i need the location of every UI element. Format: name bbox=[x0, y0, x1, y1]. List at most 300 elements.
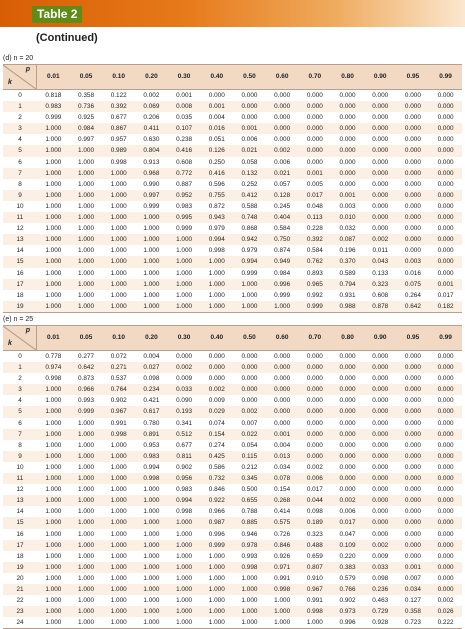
table-cell: 0.000 bbox=[339, 114, 356, 122]
table-cell: 0.983 bbox=[143, 452, 160, 460]
table-cell: 0.000 bbox=[274, 136, 291, 144]
table-cell: 0.000 bbox=[404, 202, 421, 210]
table-cell: 0.000 bbox=[306, 136, 323, 144]
table-cell: 0.323 bbox=[372, 280, 389, 288]
table-cell: 0.009 bbox=[176, 375, 193, 383]
table-cell: 1.000 bbox=[45, 608, 62, 616]
table-cell: 0.867 bbox=[110, 125, 127, 133]
table-cell: 0.000 bbox=[372, 364, 389, 372]
table-cell: 1.000 bbox=[45, 475, 62, 483]
table-cell: 1.000 bbox=[241, 302, 258, 310]
table-cell: 0.000 bbox=[306, 353, 323, 360]
table-cell: 1.000 bbox=[78, 508, 95, 516]
table-cell: 0.994 bbox=[241, 258, 258, 266]
table-cell: 0.764 bbox=[110, 386, 127, 394]
row-k-cell: 0 bbox=[18, 353, 22, 360]
table-cell: 0.000 bbox=[372, 508, 389, 516]
table-cell: 0.000 bbox=[274, 397, 291, 405]
table-cell: 0.000 bbox=[339, 136, 356, 144]
table-cell: 0.069 bbox=[143, 103, 160, 111]
table-row bbox=[3, 484, 462, 495]
table-cell: 0.846 bbox=[274, 541, 291, 549]
table-cell: 0.126 bbox=[208, 147, 225, 155]
table-cell: 0.677 bbox=[176, 441, 193, 449]
table-cell: 0.000 bbox=[404, 180, 421, 188]
table-cell: 1.000 bbox=[143, 619, 160, 627]
table-cell: 0.000 bbox=[241, 114, 258, 122]
table-cell: 0.983 bbox=[176, 486, 193, 494]
table-cell: 0.000 bbox=[306, 397, 323, 405]
table-cell: 1.000 bbox=[45, 597, 62, 605]
table-cell: 0.002 bbox=[372, 541, 389, 549]
table-cell: 0.054 bbox=[241, 441, 258, 449]
table-cell: 0.996 bbox=[208, 530, 225, 538]
table-cell: 0.098 bbox=[143, 375, 160, 383]
table-cell: 1.000 bbox=[45, 236, 62, 244]
table-cell: 0.953 bbox=[143, 441, 160, 449]
table-cell: 0.002 bbox=[143, 92, 160, 99]
table-cell: 0.993 bbox=[241, 552, 258, 560]
table-cell: 0.000 bbox=[404, 541, 421, 549]
table-cell: 0.411 bbox=[143, 125, 160, 133]
p-label: p bbox=[25, 66, 30, 73]
table-cell: 1.000 bbox=[208, 585, 225, 593]
table-cell: 0.000 bbox=[437, 236, 454, 244]
p-label: p bbox=[25, 327, 30, 334]
table-cell: 1.000 bbox=[45, 247, 62, 255]
table-cell: 0.000 bbox=[372, 169, 389, 177]
table-cell: 1.000 bbox=[110, 619, 127, 627]
column-header: 0.95 bbox=[406, 334, 420, 341]
column-header: 0.95 bbox=[406, 73, 420, 80]
table-cell: 0.264 bbox=[404, 291, 421, 299]
table-cell: 0.000 bbox=[404, 103, 421, 111]
table-cell: 0.000 bbox=[274, 364, 291, 372]
table-cell: 0.414 bbox=[274, 508, 291, 516]
table-cell: 1.000 bbox=[45, 619, 62, 627]
table-cell: 1.000 bbox=[45, 169, 62, 177]
table-cell: 1.000 bbox=[110, 597, 127, 605]
table-cell: 0.010 bbox=[339, 214, 356, 222]
table-cell: 0.642 bbox=[78, 364, 95, 372]
table-cell: 1.000 bbox=[241, 574, 258, 582]
table-cell: 0.608 bbox=[176, 158, 193, 166]
table-row bbox=[3, 179, 462, 190]
table-cell: 0.421 bbox=[143, 397, 160, 405]
table-cell: 1.000 bbox=[78, 608, 95, 616]
table-cell: 1.000 bbox=[176, 541, 193, 549]
table-cell: 0.000 bbox=[372, 158, 389, 166]
table-cell: 1.000 bbox=[78, 441, 95, 449]
row-k-cell: 1 bbox=[18, 103, 22, 111]
table-row bbox=[3, 134, 462, 145]
table-cell: 0.943 bbox=[208, 214, 225, 222]
table-cell: 1.000 bbox=[45, 397, 62, 405]
table-cell: 1.000 bbox=[110, 452, 127, 460]
table-cell: 1.000 bbox=[78, 236, 95, 244]
row-k-cell: 22 bbox=[16, 597, 24, 605]
table-cell: 0.002 bbox=[176, 364, 193, 372]
table-cell: 0.000 bbox=[404, 225, 421, 233]
table-cell: 0.006 bbox=[274, 158, 291, 166]
table-cell: 0.942 bbox=[241, 236, 258, 244]
table-cell: 0.000 bbox=[274, 103, 291, 111]
table-cell: 0.748 bbox=[241, 214, 258, 222]
column-header: 0.80 bbox=[341, 73, 354, 80]
table-cell: 0.999 bbox=[208, 541, 225, 549]
table-cell: 0.000 bbox=[306, 408, 323, 416]
column-header: 0.10 bbox=[112, 334, 126, 341]
row-k-cell: 11 bbox=[16, 475, 24, 483]
binomial-table bbox=[3, 64, 462, 313]
table-cell: 0.220 bbox=[339, 552, 356, 560]
table-cell: 1.000 bbox=[78, 597, 95, 605]
column-header: 0.90 bbox=[373, 334, 387, 341]
table-row bbox=[3, 473, 462, 484]
table-cell: 1.000 bbox=[110, 191, 127, 199]
table-cell: 0.245 bbox=[274, 202, 291, 210]
table-cell: 1.000 bbox=[176, 291, 193, 299]
table-cell: 0.000 bbox=[274, 375, 291, 383]
table-row bbox=[3, 301, 462, 312]
row-k-cell: 2 bbox=[18, 375, 22, 383]
row-k-cell: 8 bbox=[18, 441, 22, 449]
table-cell: 0.000 bbox=[274, 419, 291, 427]
table-row bbox=[3, 584, 462, 595]
table-cell: 1.000 bbox=[143, 541, 160, 549]
column-header: 0.40 bbox=[210, 334, 224, 341]
table-cell: 1.000 bbox=[176, 563, 193, 571]
table-cell: 0.000 bbox=[372, 486, 389, 494]
column-header: 0.70 bbox=[308, 73, 322, 80]
table-cell: 1.000 bbox=[78, 463, 95, 471]
table-row bbox=[3, 617, 462, 628]
table-cell: 0.001 bbox=[176, 92, 193, 99]
row-k-cell: 13 bbox=[16, 497, 24, 505]
table-cell: 0.228 bbox=[306, 225, 323, 233]
table-row bbox=[3, 234, 462, 245]
table-cell: 0.922 bbox=[208, 497, 225, 505]
table-cell: 1.000 bbox=[176, 608, 193, 616]
table-cell: 0.128 bbox=[274, 191, 291, 199]
table-cell: 0.000 bbox=[404, 169, 421, 177]
table-cell: 1.000 bbox=[241, 619, 258, 627]
table-cell: 0.009 bbox=[208, 397, 225, 405]
table-cell: 0.416 bbox=[208, 169, 225, 177]
table-cell: 1.000 bbox=[45, 585, 62, 593]
table-cell: 0.000 bbox=[372, 136, 389, 144]
row-k-cell: 4 bbox=[18, 397, 22, 405]
table-cell: 0.000 bbox=[437, 441, 454, 449]
table-cell: 0.000 bbox=[404, 441, 421, 449]
column-header: 0.60 bbox=[275, 334, 289, 341]
table-cell: 0.000 bbox=[404, 397, 421, 405]
table-cell: 0.000 bbox=[274, 408, 291, 416]
table-cell: 0.001 bbox=[241, 125, 258, 133]
table-cell: 0.000 bbox=[437, 258, 454, 266]
table-cell: 0.017 bbox=[339, 519, 356, 527]
table-row bbox=[3, 451, 462, 462]
table-cell: 0.000 bbox=[306, 375, 323, 383]
table-cell: 0.271 bbox=[110, 364, 127, 372]
row-k-cell: 10 bbox=[16, 202, 24, 210]
table-cell: 1.000 bbox=[143, 519, 160, 527]
table-cell: 0.946 bbox=[241, 530, 258, 538]
table-cell: 0.000 bbox=[437, 202, 454, 210]
table-cell: 0.965 bbox=[306, 280, 323, 288]
table-cell: 0.996 bbox=[274, 280, 291, 288]
table-cell: 1.000 bbox=[45, 452, 62, 460]
table-cell: 1.000 bbox=[78, 169, 95, 177]
table-cell: 0.984 bbox=[78, 125, 95, 133]
table-cell: 1.000 bbox=[45, 408, 62, 416]
table-cell: 1.000 bbox=[45, 136, 62, 144]
table-cell: 1.000 bbox=[45, 563, 62, 571]
table-cell: 0.996 bbox=[339, 619, 356, 627]
table-cell: 0.058 bbox=[241, 158, 258, 166]
table-cell: 1.000 bbox=[110, 530, 127, 538]
table-cell: 1.000 bbox=[143, 247, 160, 255]
table-cell: 1.000 bbox=[45, 530, 62, 538]
table-cell: 1.000 bbox=[143, 585, 160, 593]
table-cell: 0.002 bbox=[372, 236, 389, 244]
table-cell: 0.000 bbox=[437, 508, 454, 516]
table-cell: 0.048 bbox=[306, 202, 323, 210]
table-cell: 0.000 bbox=[437, 353, 454, 360]
table-cell: 1.000 bbox=[110, 475, 127, 483]
row-k-cell: 4 bbox=[18, 136, 22, 144]
table-cell: 0.021 bbox=[241, 147, 258, 155]
table-cell: 1.000 bbox=[45, 463, 62, 471]
table-cell: 1.000 bbox=[143, 508, 160, 516]
table-cell: 0.000 bbox=[437, 136, 454, 144]
table-cell: 0.584 bbox=[306, 247, 323, 255]
table-cell: 0.983 bbox=[176, 202, 193, 210]
table-cell: 0.997 bbox=[78, 136, 95, 144]
k-label: k bbox=[8, 340, 12, 347]
table-cell: 1.000 bbox=[78, 585, 95, 593]
table-row bbox=[3, 506, 462, 517]
table-cell: 0.998 bbox=[208, 247, 225, 255]
table-cell: 0.000 bbox=[372, 225, 389, 233]
table-cell: 1.000 bbox=[45, 386, 62, 394]
table-cell: 1.000 bbox=[143, 574, 160, 582]
table-cell: 1.000 bbox=[45, 225, 62, 233]
table-cell: 1.000 bbox=[110, 202, 127, 210]
row-k-cell: 6 bbox=[18, 419, 22, 427]
table-row bbox=[3, 168, 462, 179]
table-cell: 1.000 bbox=[45, 497, 62, 505]
table-cell: 0.000 bbox=[372, 430, 389, 438]
table-cell: 0.991 bbox=[306, 597, 323, 605]
table-row bbox=[3, 573, 462, 584]
table-cell: 0.000 bbox=[372, 519, 389, 527]
table-cell: 0.967 bbox=[110, 408, 127, 416]
table-cell: 1.000 bbox=[143, 269, 160, 277]
row-k-cell: 3 bbox=[18, 386, 22, 394]
table-cell: 0.000 bbox=[372, 441, 389, 449]
table-cell: 1.000 bbox=[78, 191, 95, 199]
table-cell: 0.000 bbox=[372, 530, 389, 538]
table-row bbox=[3, 373, 462, 384]
column-header: 0.05 bbox=[79, 334, 93, 341]
table-cell: 0.000 bbox=[372, 386, 389, 394]
table-cell: 1.000 bbox=[274, 302, 291, 310]
table-cell: 0.000 bbox=[437, 191, 454, 199]
table-cell: 0.000 bbox=[404, 408, 421, 416]
table-cell: 0.983 bbox=[45, 103, 62, 111]
table-row bbox=[3, 540, 462, 551]
table-cell: 1.000 bbox=[110, 486, 127, 494]
table-cell: 0.412 bbox=[241, 191, 258, 199]
table-cell: 1.000 bbox=[110, 291, 127, 299]
table-cell: 0.990 bbox=[143, 180, 160, 188]
row-k-cell: 5 bbox=[18, 147, 22, 155]
table-cell: 0.001 bbox=[274, 430, 291, 438]
table-cell: 1.000 bbox=[78, 225, 95, 233]
table-cell: 1.000 bbox=[110, 541, 127, 549]
row-k-cell: 0 bbox=[18, 92, 22, 99]
table-cell: 1.000 bbox=[208, 269, 225, 277]
table-row bbox=[3, 256, 462, 267]
table-cell: 0.655 bbox=[241, 497, 258, 505]
table-cell: 1.000 bbox=[45, 574, 62, 582]
row-k-cell: 6 bbox=[18, 158, 22, 166]
table-cell: 1.000 bbox=[241, 597, 258, 605]
table-cell: 0.998 bbox=[176, 508, 193, 516]
table-cell: 1.000 bbox=[241, 608, 258, 616]
column-header: 0.01 bbox=[47, 334, 60, 341]
table-cell: 0.274 bbox=[208, 441, 225, 449]
table-cell: 1.000 bbox=[78, 497, 95, 505]
table-cell: 1.000 bbox=[110, 214, 127, 222]
table-cell: 1.000 bbox=[274, 608, 291, 616]
table-cell: 0.002 bbox=[339, 497, 356, 505]
table-cell: 0.358 bbox=[78, 92, 95, 99]
table-cell: 0.000 bbox=[404, 486, 421, 494]
table-cell: 0.984 bbox=[274, 269, 291, 277]
table-cell: 0.998 bbox=[110, 158, 127, 166]
row-k-cell: 13 bbox=[16, 236, 24, 244]
table-cell: 0.000 bbox=[437, 147, 454, 155]
table-cell: 0.974 bbox=[45, 364, 62, 372]
table-cell: 0.212 bbox=[241, 463, 258, 471]
table-row bbox=[3, 462, 462, 473]
table-cell: 1.000 bbox=[208, 574, 225, 582]
table-cell: 0.630 bbox=[143, 136, 160, 144]
table-cell: 1.000 bbox=[110, 180, 127, 188]
table-cell: 1.000 bbox=[45, 214, 62, 222]
table-cell: 0.425 bbox=[208, 452, 225, 460]
table-cell: 1.000 bbox=[143, 486, 160, 494]
table-cell: 0.999 bbox=[176, 225, 193, 233]
table-cell: 1.000 bbox=[143, 497, 160, 505]
table-cell: 0.006 bbox=[241, 136, 258, 144]
table-row bbox=[3, 529, 462, 540]
column-header: 0.99 bbox=[439, 73, 452, 80]
table-cell: 0.238 bbox=[176, 136, 193, 144]
table-cell: 1.000 bbox=[78, 269, 95, 277]
table-cell: 0.000 bbox=[437, 530, 454, 538]
table-cell: 0.000 bbox=[437, 158, 454, 166]
table-cell: 0.878 bbox=[372, 302, 389, 310]
table-cell: 0.000 bbox=[241, 397, 258, 405]
table-row bbox=[3, 551, 462, 562]
table-cell: 0.002 bbox=[241, 408, 258, 416]
table-cell: 0.000 bbox=[437, 585, 454, 593]
table-cell: 0.001 bbox=[208, 103, 225, 111]
table-cell: 1.000 bbox=[78, 430, 95, 438]
table-cell: 0.000 bbox=[274, 92, 291, 99]
table-cell: 0.000 bbox=[306, 364, 323, 372]
table-cell: 0.588 bbox=[241, 202, 258, 210]
table-cell: 0.193 bbox=[176, 408, 193, 416]
table-cell: 0.000 bbox=[339, 180, 356, 188]
table-cell: 0.994 bbox=[176, 497, 193, 505]
table-cell: 0.017 bbox=[306, 486, 323, 494]
table-cell: 1.000 bbox=[78, 202, 95, 210]
table-cell: 0.182 bbox=[437, 302, 454, 310]
table-cell: 0.000 bbox=[404, 247, 421, 255]
table-row bbox=[3, 90, 462, 101]
table-cell: 1.000 bbox=[176, 552, 193, 560]
table-cell: 0.999 bbox=[45, 114, 62, 122]
table-cell: 1.000 bbox=[78, 552, 95, 560]
table-cell: 0.000 bbox=[437, 408, 454, 416]
table-cell: 0.000 bbox=[339, 419, 356, 427]
table-cell: 1.000 bbox=[45, 430, 62, 438]
table-cell: 0.003 bbox=[404, 258, 421, 266]
table-cell: 0.017 bbox=[437, 291, 454, 299]
table-cell: 1.000 bbox=[45, 191, 62, 199]
table-row bbox=[3, 362, 462, 373]
table-cell: 0.887 bbox=[176, 180, 193, 188]
table-cell: 0.000 bbox=[306, 114, 323, 122]
table-cell: 0.074 bbox=[208, 419, 225, 427]
table-cell: 0.000 bbox=[404, 353, 421, 360]
table-cell: 0.979 bbox=[241, 247, 258, 255]
table-cell: 0.000 bbox=[437, 92, 454, 99]
table-cell: 0.000 bbox=[339, 486, 356, 494]
table-cell: 0.766 bbox=[339, 585, 356, 593]
table-cell: 0.000 bbox=[241, 375, 258, 383]
column-header: 0.20 bbox=[145, 334, 158, 341]
table-cell: 0.047 bbox=[339, 530, 356, 538]
table-cell: 0.000 bbox=[372, 397, 389, 405]
table-cell: 0.804 bbox=[143, 147, 160, 155]
table-cell: 0.000 bbox=[404, 136, 421, 144]
column-header: 0.40 bbox=[210, 73, 224, 80]
table-cell: 0.736 bbox=[78, 103, 95, 111]
table-cell: 1.000 bbox=[176, 597, 193, 605]
table-cell: 0.968 bbox=[143, 169, 160, 177]
subtitle: (Continued) bbox=[36, 32, 98, 44]
table-cell: 0.000 bbox=[437, 486, 454, 494]
table-cell: 0.807 bbox=[306, 563, 323, 571]
table-cell: 1.000 bbox=[143, 552, 160, 560]
table-cell: 0.000 bbox=[306, 125, 323, 133]
table-cell: 0.000 bbox=[306, 430, 323, 438]
table-cell: 0.001 bbox=[404, 563, 421, 571]
table-cell: 0.004 bbox=[143, 353, 160, 360]
table-cell: 1.000 bbox=[45, 441, 62, 449]
table-cell: 0.189 bbox=[306, 519, 323, 527]
table-cell: 0.818 bbox=[45, 92, 62, 99]
table-cell: 0.000 bbox=[437, 364, 454, 372]
table-cell: 0.252 bbox=[241, 180, 258, 188]
table-cell: 0.026 bbox=[437, 608, 454, 616]
row-k-cell: 18 bbox=[16, 291, 24, 299]
